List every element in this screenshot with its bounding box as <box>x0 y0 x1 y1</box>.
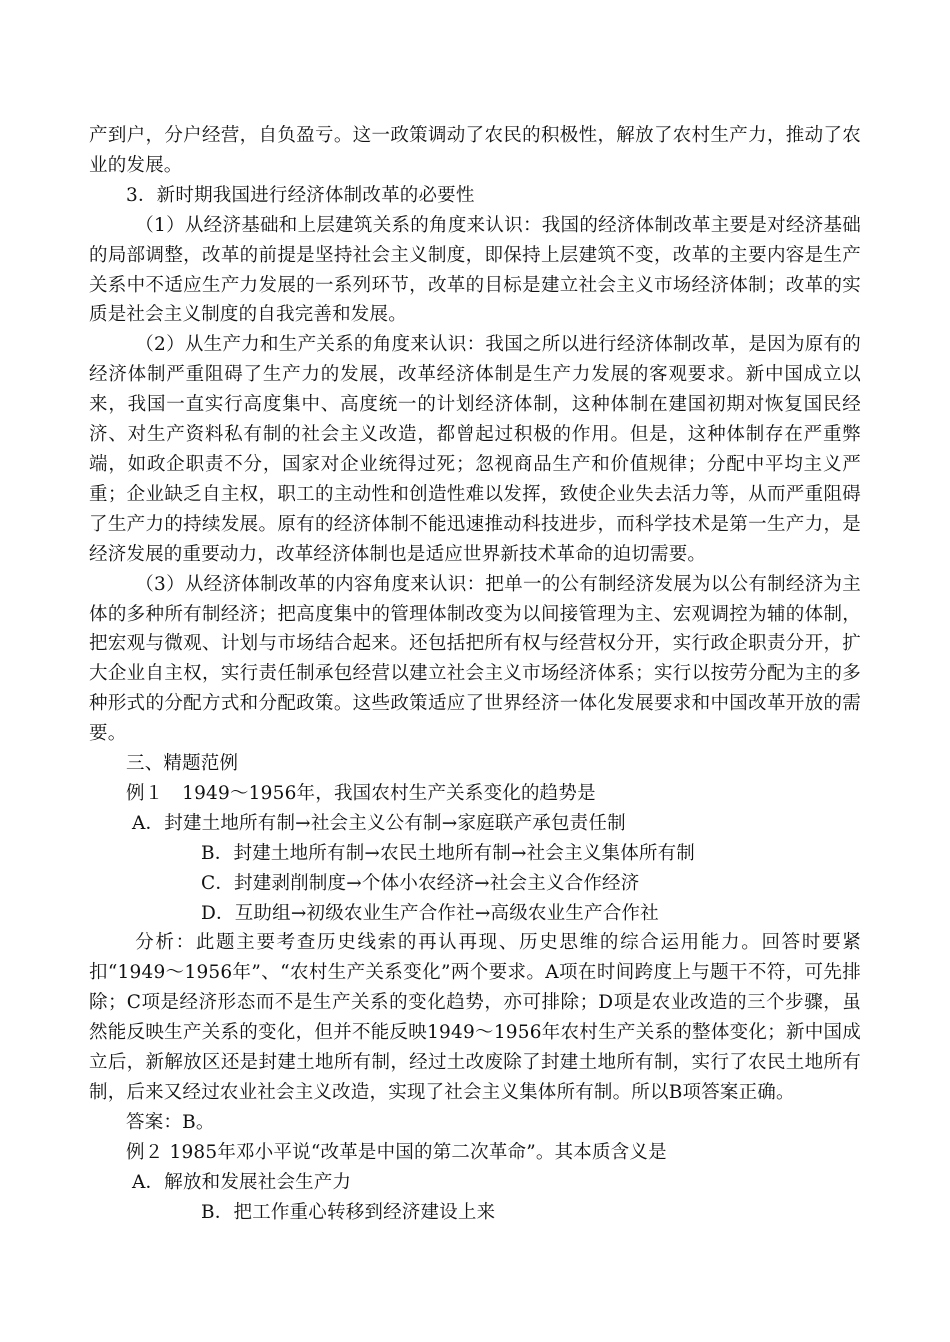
example-1-answer: 答案：B。 <box>126 1111 215 1133</box>
example-2-question: 例２ 1985年邓小平说“改革是中国的第二次革命”。其本质含义是 <box>126 1141 667 1163</box>
document-page <box>89 121 861 1228</box>
example-1-option-b: B．封建土地所有制→农民土地所有制→社会主义集体所有制 <box>201 842 695 864</box>
paragraph-continuation: 产到户，分户经营，自负盈亏。这一政策调动了农民的积极性，解放了农村生产力，推动了农业的发展。 <box>89 125 861 176</box>
section-heading-3: 3．新时期我国进行经济体制改革的必要性 <box>126 184 475 206</box>
example-1-analysis: 分析：此题主要考查历史线索的再认再现、历史思维的综合运用能力。回答时要紧扣“1949～1956年”、“农村生产关系变化”两个要求。A项在时间跨度上与题干不符，可先排除；C项是经济形态而不是生产关系的变化趋势，亦可排除；D项是农业改造的三个步骤，虽然能反映生产关系的变化，但并不能反映1949～1956年农村生产关系的整体变化；新中国成立后，新解放区还是封建土地所有制，经过土改废除了封建土地所有制，实行了农民土地所有制，后来又经过农业社会主义改造，实现了社会主义集体所有制。所以B项答案正确。 <box>89 932 861 1103</box>
example-1-option-d: D．互助组→初级农业生产合作社→高级农业生产合作社 <box>201 902 659 924</box>
example-1-question: 例１ 1949～1956年，我国农村生产关系变化的趋势是 <box>126 782 596 804</box>
example-1-option-a: A．封建土地所有制→社会主义公有制→家庭联产承包责任制 <box>132 812 626 834</box>
example-2-option-b: B．把工作重心转移到经济建设上来 <box>201 1201 496 1223</box>
example-1-option-c: C．封建剥削制度→个体小农经济→社会主义合作经济 <box>201 872 640 894</box>
paragraph-point-1: （1）从经济基础和上层建筑关系的角度来认识：我国的经济体制改革主要是对经济基础的局部调整，改革的前提是坚持社会主义制度，即保持上层建筑不变，改革的主要内容是生产关系中不适应生产力发展的一系列环节，改革的目标是建立社会主义市场经济体制；改革的实质是社会主义制度的自我完善和发展。 <box>89 214 861 326</box>
section-heading-examples: 三、精题范例 <box>126 753 239 775</box>
example-2-option-a: A．解放和发展社会生产力 <box>132 1171 352 1193</box>
paragraph-point-3: （3）从经济体制改革的内容角度来认识：把单一的公有制经济发展为以公有制经济为主体的多种所有制经济；把高度集中的管理体制改变为以间接管理为主、宏观调控为辅的体制，把宏观与微观、计划与市场结合起来。还包括把所有权与经营权分开，实行政企职责分开，扩大企业自主权，实行责任制承包经营以建立社会主义市场经济体系；实行以按劳分配为主的多种形式的分配方式和分配政策。这些政策适应了世界经济一体化发展要求和中国改革开放的需要。 <box>89 573 861 745</box>
paragraph-point-2: （2）从生产力和生产关系的角度来认识：我国之所以进行经济体制改革，是因为原有的经济体制严重阻碍了生产力的发展，改革经济体制是生产力发展的客观要求。新中国成立以来，我国一直实行高度集中、高度统一的计划经济体制，这种体制在建国初期对恢复国民经济、对生产资料私有制的社会主义改造，都曾起过积极的作用。但是，这种体制存在严重弊端，如政企职责不分，国家对企业统得过死；忽视商品生产和价值规律；分配中平均主义严重；企业缺乏自主权，职工的主动性和创造性难以发挥，致使企业失去活力等，从而严重阻碍了生产力的持续发展。原有的经济体制不能迅速推动科技进步，而科学技术是第一生产力，是经济发展的重要动力，改革经济体制也是适应世界新技术革命的迫切需要。 <box>89 334 861 565</box>
